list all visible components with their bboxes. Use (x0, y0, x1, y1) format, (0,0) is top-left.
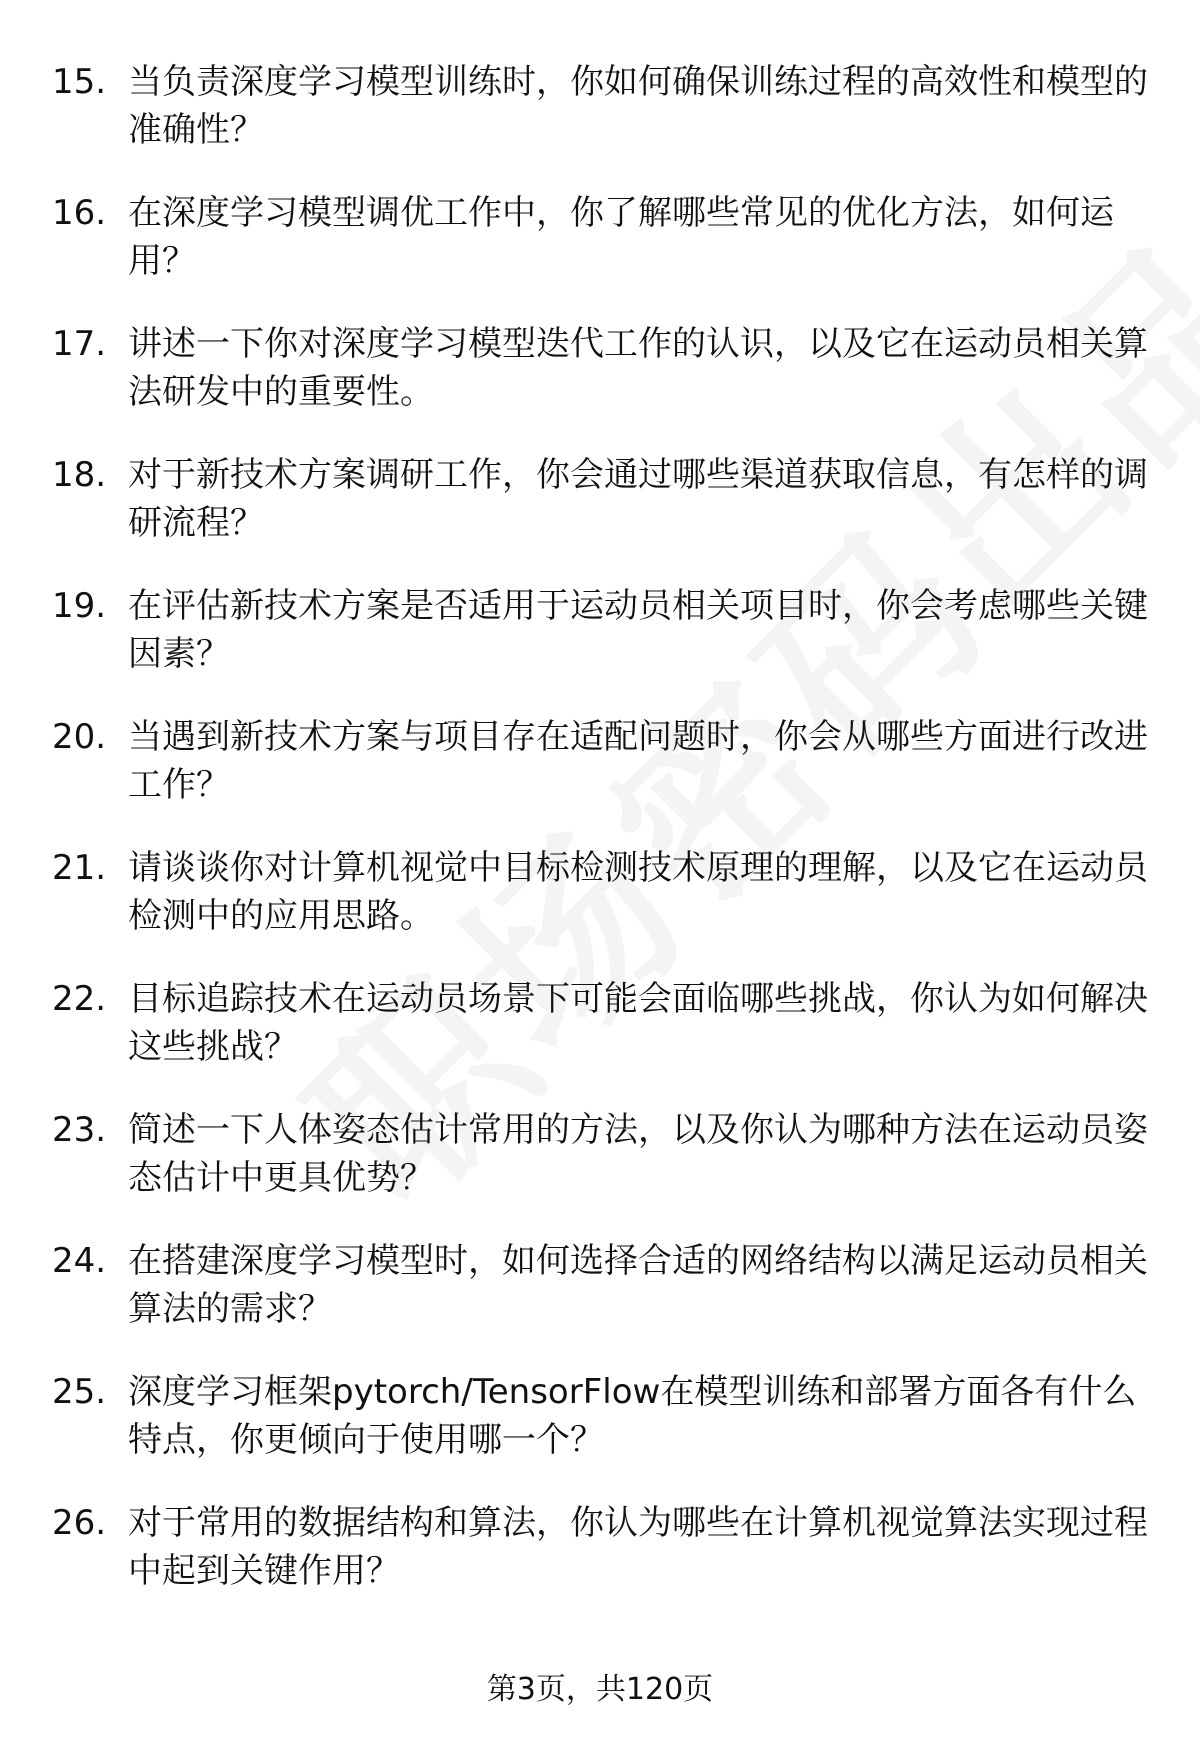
question-text: 对于新技术方案调研工作，你会通过哪些渠道获取信息，有怎样的调研流程？ (128, 455, 1148, 543)
question-number: 18. (52, 455, 107, 495)
question-item-24 (0, 1237, 1200, 1368)
question-number: 15. (52, 62, 107, 102)
question-list (0, 58, 1200, 1630)
question-item-15 (0, 58, 1200, 189)
question-text: 简述一下人体姿态估计常用的方法，以及你认为哪种方法在运动员姿态估计中更具优势？ (128, 1110, 1148, 1198)
question-item-17 (0, 320, 1200, 451)
question-item-25 (0, 1368, 1200, 1499)
question-text: 讲述一下你对深度学习模型迭代工作的认识，以及它在运动员相关算法研发中的重要性。 (128, 324, 1148, 412)
question-item-20 (0, 713, 1200, 844)
question-text: 对于常用的数据结构和算法，你认为哪些在计算机视觉算法实现过程中起到关键作用？ (128, 1503, 1148, 1591)
question-number: 19. (52, 586, 107, 626)
question-item-18 (0, 451, 1200, 582)
question-number: 17. (52, 324, 107, 364)
question-text: 在搭建深度学习模型时，如何选择合适的网络结构以满足运动员相关算法的需求？ (128, 1241, 1148, 1329)
question-number: 20. (52, 717, 107, 757)
question-item-16 (0, 189, 1200, 320)
question-text: 在深度学习模型调优工作中，你了解哪些常见的优化方法，如何运用？ (128, 193, 1114, 281)
question-text: 目标追踪技术在运动员场景下可能会面临哪些挑战，你认为如何解决这些挑战？ (128, 979, 1148, 1067)
question-text: 当遇到新技术方案与项目存在适配问题时，你会从哪些方面进行改进工作？ (128, 717, 1148, 805)
question-number: 25. (52, 1372, 107, 1412)
page-number-label: 第3页，共120页 (486, 1672, 714, 1707)
question-item-21 (0, 844, 1200, 975)
question-number: 21. (52, 848, 107, 888)
question-text: 当负责深度学习模型训练时，你如何确保训练过程的高效性和模型的准确性？ (128, 62, 1148, 150)
question-number: 24. (52, 1241, 107, 1281)
question-number: 16. (52, 193, 107, 233)
question-number: 22. (52, 979, 107, 1019)
question-item-26 (0, 1499, 1200, 1630)
question-number: 23. (52, 1110, 107, 1150)
question-number: 26. (52, 1503, 107, 1543)
page-footer (0, 1670, 1200, 1710)
question-text: 在评估新技术方案是否适用于运动员相关项目时，你会考虑哪些关键因素？ (128, 586, 1148, 674)
question-text: 请谈谈你对计算机视觉中目标检测技术原理的理解，以及它在运动员检测中的应用思路。 (128, 848, 1148, 936)
question-item-22 (0, 975, 1200, 1106)
question-text: 深度学习框架pytorch/TensorFlow在模型训练和部署方面各有什么特点，你更倾向于使用哪一个？ (128, 1372, 1137, 1460)
question-item-23 (0, 1106, 1200, 1237)
question-item-19 (0, 582, 1200, 713)
